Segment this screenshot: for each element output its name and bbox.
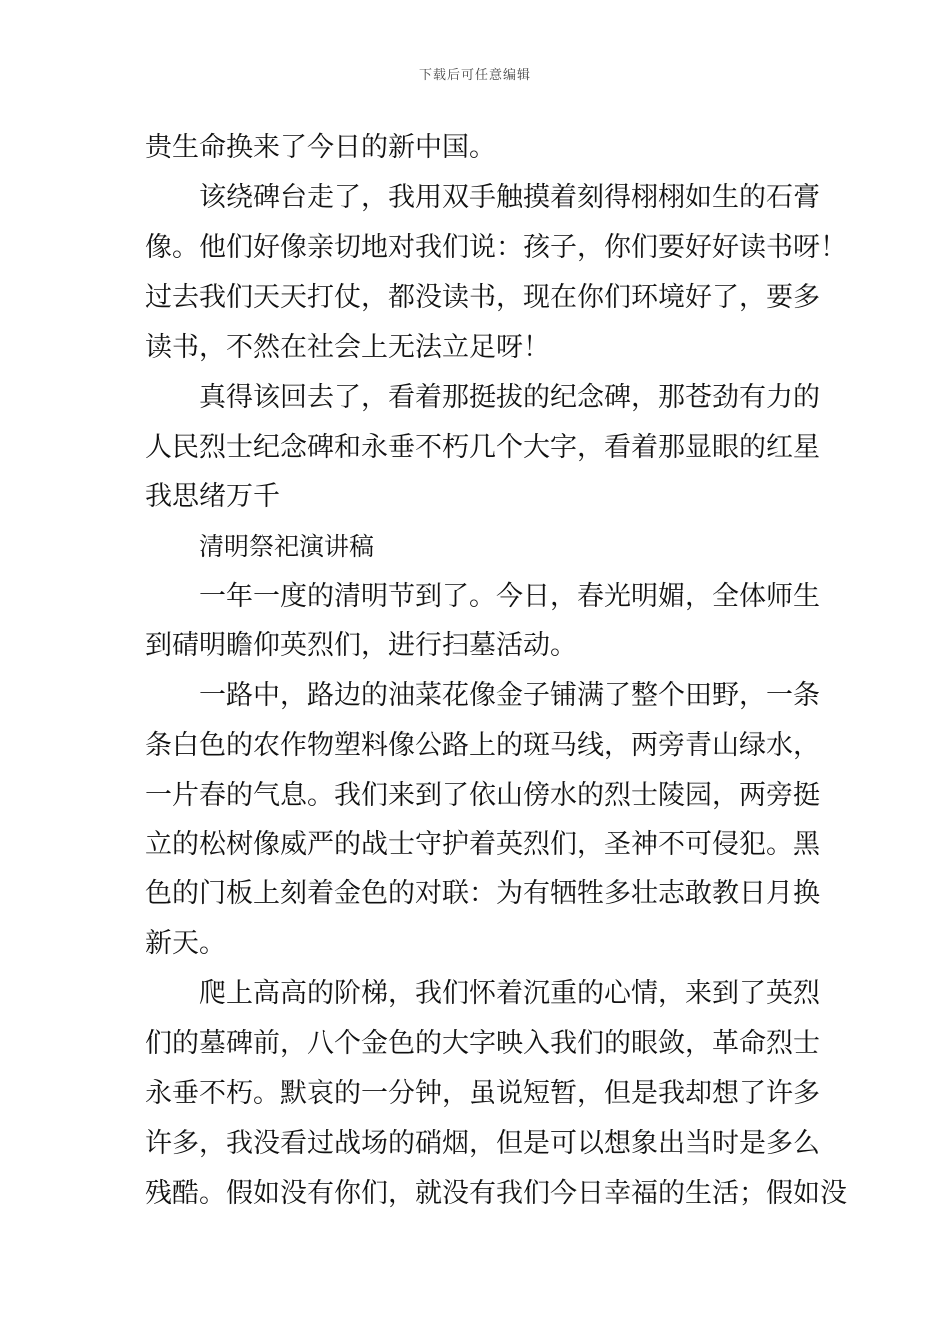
text-line: 该绕碑台走了，我用双手触摸着刻得栩栩如生的石膏	[199, 182, 820, 213]
text-line: 一片春的气息。我们来到了依山傍水的烈士陵园，两旁挺	[145, 780, 820, 811]
text-line: 真得该回去了，看着那挺拔的纪念碑，那苍劲有力的	[199, 382, 820, 413]
text-line: 条白色的农作物塑料像公路上的斑马线，两旁青山绿水，	[145, 730, 820, 761]
text-line: 一年一度的清明节到了。今日，春光明媚，全体师生	[199, 581, 820, 612]
text-line: 一路中，路边的油菜花像金子铺满了整个田野，一条	[199, 680, 820, 711]
text-line: 贵生命换来了今日的新中国。	[145, 132, 496, 163]
text-line: 色的门板上刻着金色的对联：为有牺牲多壮志敢教日月换	[145, 878, 820, 909]
section-title: 清明祭祀演讲稿	[199, 532, 375, 561]
text-line: 到碃明瞻仰英烈们，进行扫墓活动。	[145, 630, 577, 661]
text-line: 新天。	[145, 928, 226, 959]
page-header: 下载后可任意编辑	[418, 68, 531, 83]
text-line: 像。他们好像亲切地对我们说：孩子，你们要好好读书呀！	[145, 232, 847, 263]
text-line: 读书，不然在社会上无法立足呀！	[145, 332, 550, 363]
text-line: 许多，我没看过战场的硝烟，但是可以想象出当时是多么	[145, 1128, 820, 1159]
text-line: 人民烈士纪念碑和永垂不朽几个大字，看着那显眼的红星	[145, 432, 820, 463]
text-line: 残酷。假如没有你们，就没有我们今日幸福的生活；假如没	[145, 1178, 847, 1209]
text-line: 爬上高高的阶梯，我们怀着沉重的心情，来到了英烈	[199, 978, 820, 1009]
text-line: 我思绪万千	[145, 481, 280, 512]
text-line: 永垂不朽。默哀的一分钟，虽说短暂，但是我却想了许多	[145, 1078, 820, 1109]
text-line: 立的松树像威严的战士守护着英烈们，圣神不可侵犯。黑	[145, 829, 820, 860]
text-line: 们的墓碑前，八个金色的大字映入我们的眼敛，革命烈士	[145, 1028, 820, 1059]
text-line: 过去我们天天打仗，都没读书，现在你们环境好了，要多	[145, 282, 820, 313]
